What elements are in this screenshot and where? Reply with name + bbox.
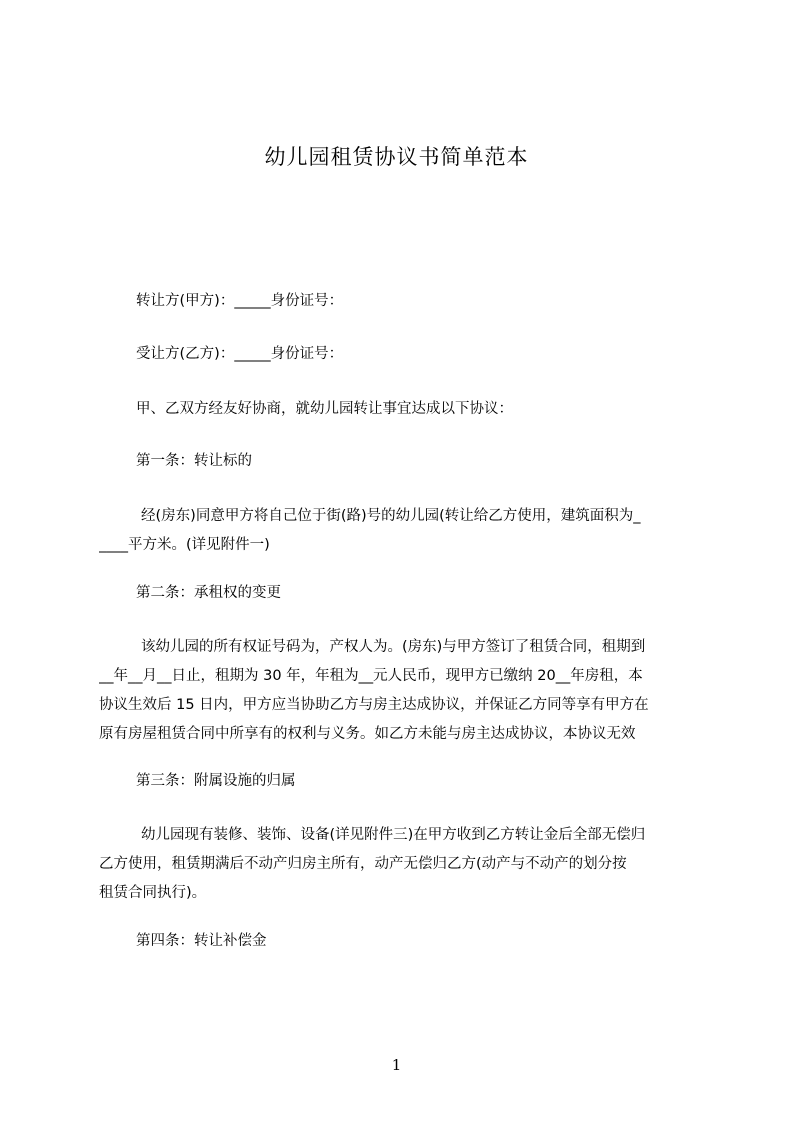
text-line: 幼儿园现有装修、装饰、设备(详见附件三)在甲方收到乙方转让金后全部无偿归	[141, 827, 646, 843]
article-4-heading	[99, 927, 699, 956]
text-line: 租赁合同执行)。	[99, 885, 207, 901]
article-2-heading	[99, 579, 699, 608]
paragraph-transferee	[99, 340, 699, 369]
text-line: 第二条：承租权的变更	[136, 585, 281, 601]
page-number: 1	[391, 1056, 402, 1074]
text-line: 该幼儿园的所有权证号码为，产权人为。(房东)与甲方签订了租赁合同，租期到	[141, 639, 646, 655]
article-2-body	[99, 633, 699, 749]
article-3-heading	[99, 767, 699, 796]
article-1-body	[99, 502, 699, 560]
text-line: 协议生效后 15 日内，甲方应当协助乙方与房主达成协议，并保证乙方同等享有甲方在	[99, 697, 649, 713]
paragraph-intro	[99, 395, 699, 424]
text-line: 甲、乙双方经友好协商，就幼儿园转让事宜达成以下协议：	[136, 401, 513, 417]
text-line: ____平方米。(详见附件一)	[99, 537, 270, 553]
text-line: 第一条：转让标的	[136, 453, 252, 469]
text-line: 乙方使用，租赁期满后不动产归房主所有，动产无偿归乙方(动产与不动产的划分按	[99, 856, 627, 872]
article-1-heading	[99, 447, 699, 476]
text-line: 受让方(乙方)：_____身份证号：	[136, 346, 344, 362]
text-line: 第四条：转让补偿金	[136, 933, 267, 949]
article-3-body	[99, 821, 699, 908]
document-title: 幼儿园租赁协议书简单范本	[264, 145, 529, 169]
text-line: __年__月__日止，租期为 30 年，年租为__元人民币，现甲方已缴纳 20__年房租，本	[99, 668, 643, 684]
text-line: 第三条：附属设施的归属	[136, 773, 296, 789]
text-line: 转让方(甲方)：_____身份证号：	[136, 293, 344, 309]
text-line: 经(房东)同意甲方将自己位于街(路)号的幼儿园(转让给乙方使用，建筑面积为_	[141, 508, 641, 524]
paragraph-transferor	[99, 287, 699, 316]
text-line: 原有房屋租赁合同中所享有的权利与义务。如乙方未能与房主达成协议，本协议无效	[99, 726, 636, 742]
